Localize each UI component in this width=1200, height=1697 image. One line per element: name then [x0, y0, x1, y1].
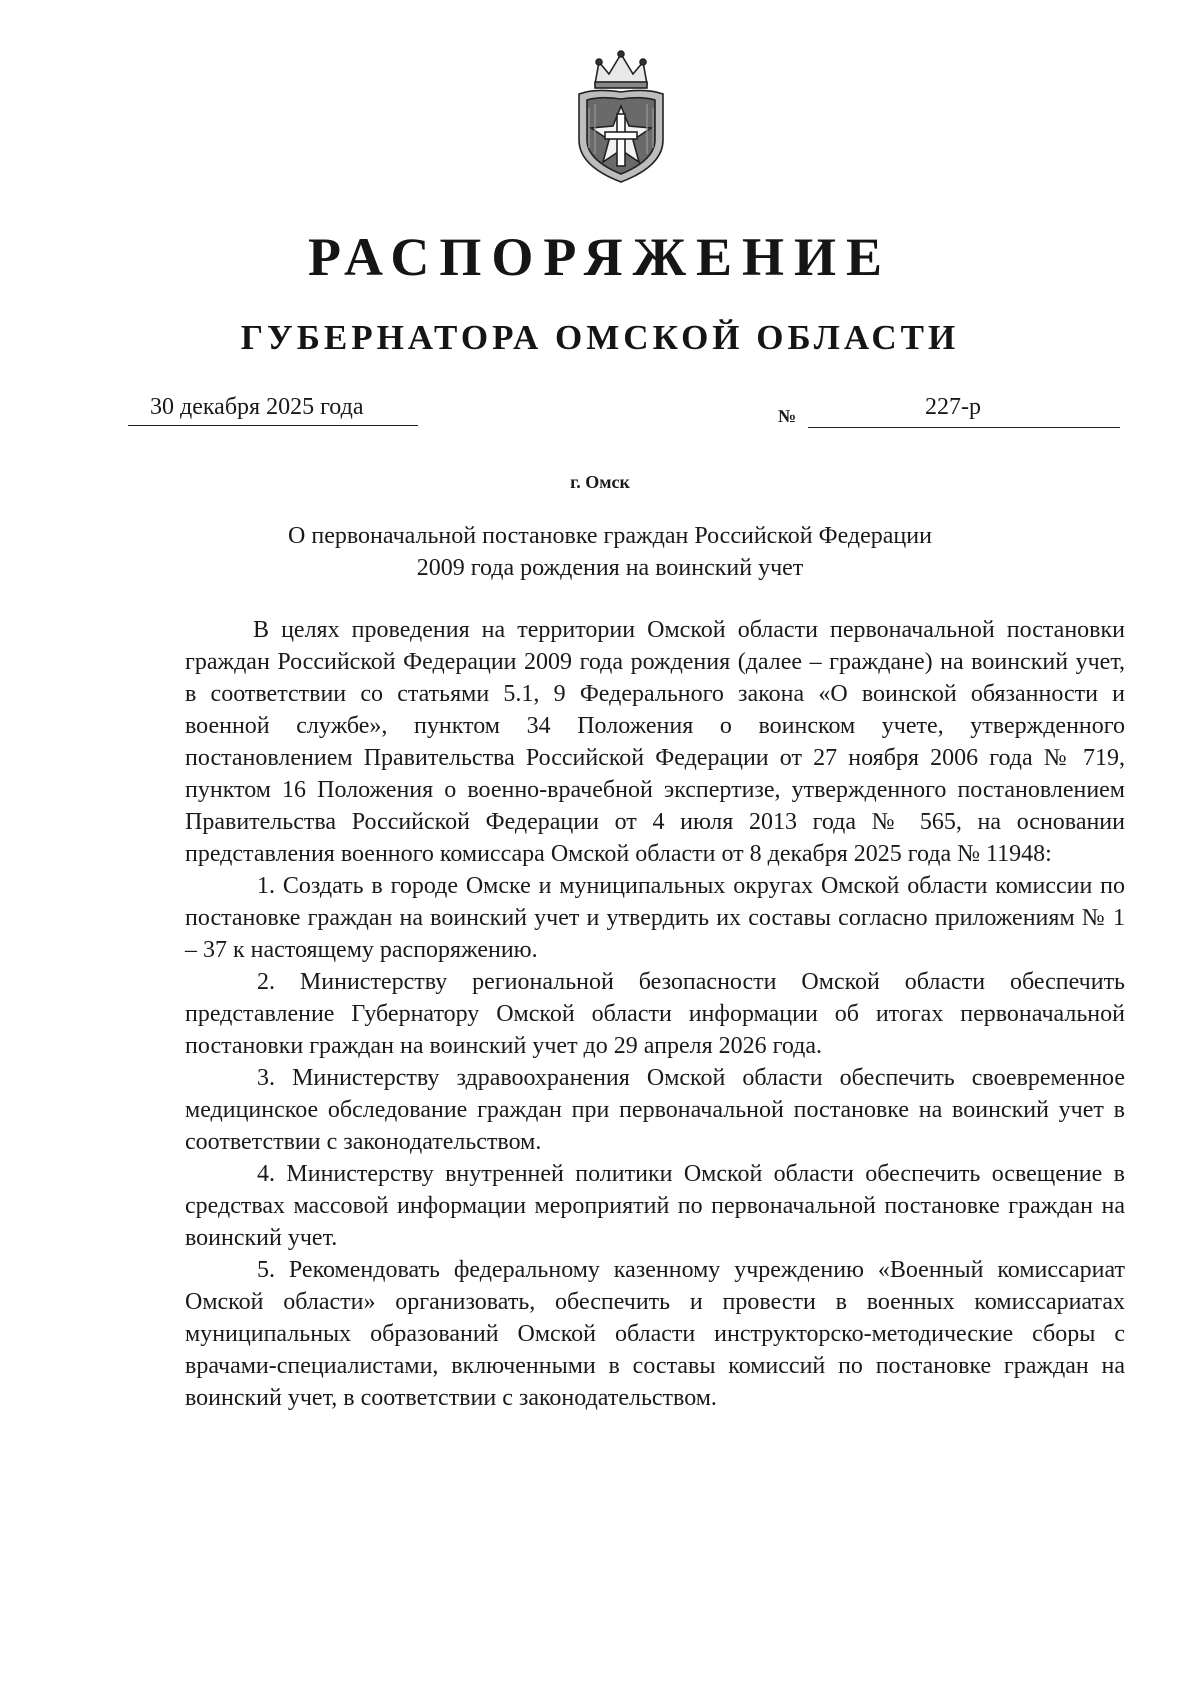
heading-line-1: О первоначальной постановке граждан Российской Федерации: [288, 523, 932, 549]
document-heading: [240, 520, 980, 584]
clause-2: 2. Министерству региональной безопасности Омской области обеспечить представление Губернатору Омской области информации об итогах первоначальной постановки граждан на воинский учет до 29 апреля 2026 года.: [185, 969, 1125, 1059]
coat-of-arms-icon: [565, 48, 677, 186]
date-underline: [128, 425, 418, 426]
heading-line-2: 2009 года рождения на воинский учет: [416, 555, 804, 581]
clause-5: 5. Рекомендовать федеральному казенному учреждению «Военный комиссариат Омской области» организовать, обеспечить и провести в военных комиссариатах муниципальных образований Омской области инструкторско-методические сборы с врачами-специалистами, включенными в составы комиссий по постановке граждан на воинский учет, в соответствии с законодательством.: [185, 1257, 1125, 1411]
document-number: 227-р: [925, 394, 981, 420]
document-subtitle: ГУБЕРНАТОРА ОМСКОЙ ОБЛАСТИ: [240, 318, 960, 357]
preamble-paragraph: В целях проведения на территории Омской области первоначальной постановки граждан Российской Федерации 2009 года рождения (далее – граждане) на воинский учет, в соответствии со статьями 5.1, 9 Федерального закона «О воинской обязанности и военной службе», пунктом 34 Положения о воинском учете, утвержденного постановлением Правительства Российской Федерации от 27 ноября 2006 года № 719, пунктом 16 Положения о военно-врачебной экспертизе, утвержденного постановлением Правительства Российской Федерации от 4 июля 2013 года № 565, на основании представления военного комиссара Омской области от 8 декабря 2025 года № 11948:: [185, 617, 1125, 867]
clause-1: 1. Создать в городе Омске и муниципальных округах Омской области комиссии по постановке граждан на воинский учет и утвердить их составы согласно приложениям № 1 – 37 к настоящему распоряжению.: [185, 873, 1125, 963]
clause-3: 3. Министерству здравоохранения Омской области обеспечить своевременное медицинское обследование граждан при первоначальной постановке на воинский учет в соответствии с законодательством.: [185, 1065, 1125, 1155]
clause-4: 4. Министерству внутренней политики Омской области обеспечить освещение в средствах массовой информации мероприятий по первоначальной постановке граждан на воинский учет.: [185, 1161, 1125, 1251]
number-underline: [808, 427, 1120, 428]
number-sign: №: [778, 406, 797, 426]
document-date: 30 декабря 2025 года: [150, 394, 364, 420]
document-title: РАСПОРЯЖЕНИЕ: [307, 227, 893, 287]
document-body: [185, 614, 1125, 1414]
document-city: г. Омск: [570, 472, 630, 492]
